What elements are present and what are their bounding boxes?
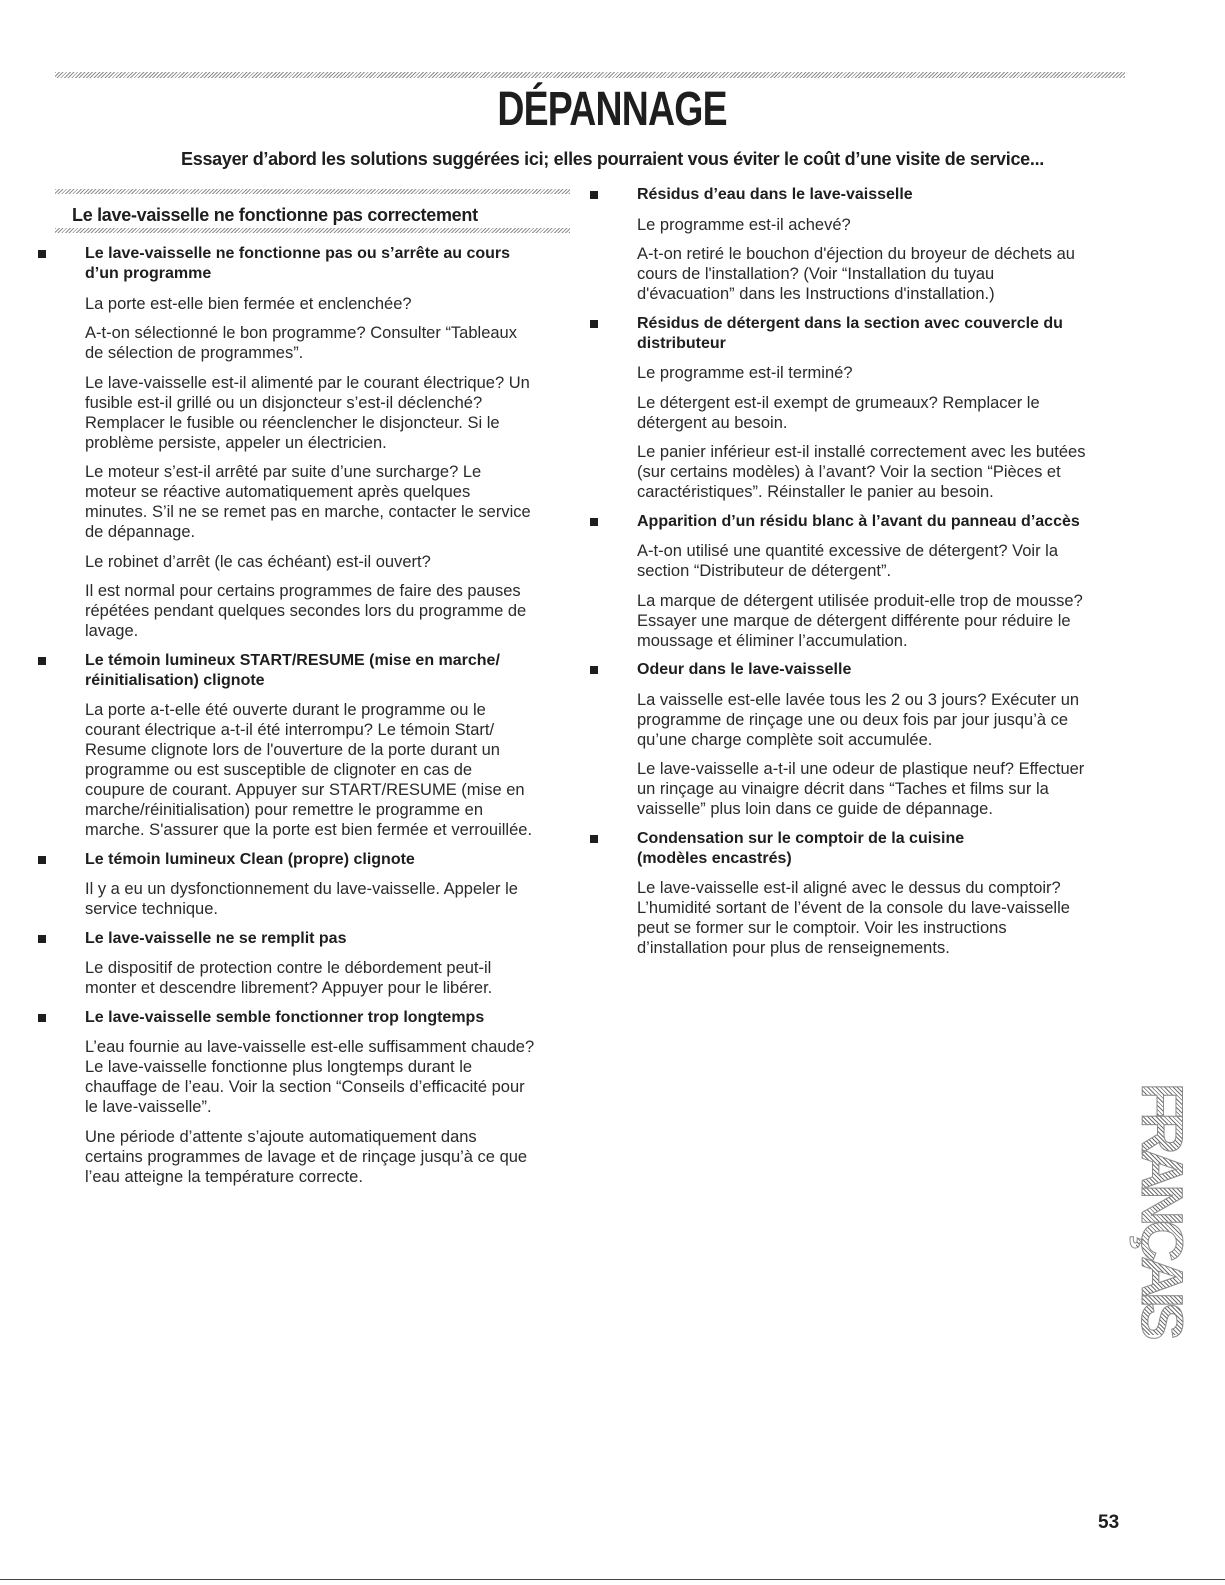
item-paragraph: Une période d’attente s’ajoute automatiquement dans certains programmes de lavage et de rinçage jusqu’à ce que l’eau atteigne la température correcte. [85,1127,528,1186]
item-paragraph: Il est normal pour certains programmes de faire des pauses répétées pendant quelques secondes lors du programme de lavage. [85,582,527,640]
left-column [38,244,578,1187]
item-paragraph: A-t-on retiré le bouchon d'éjection du broyeur de déchets au cours de l'installation? (Voir “Installation du tuyau d'évacuation” dans les Instructions d'installation.) [637,245,1075,303]
trouble-item [38,651,578,841]
item-heading: Résidus d’eau dans le lave-vaisselle [637,186,913,203]
trouble-item [590,185,1130,304]
trouble-item [590,829,1130,959]
item-heading: Apparition d’un résidu blanc à l’avant du panneau d’accès [637,512,1080,530]
section-rule-bottom [55,228,570,233]
item-heading: Le témoin lumineux START/RESUME (mise en marche/ réinitialisation) clignote [85,651,500,689]
trouble-item [590,314,1130,503]
bullet-icon [590,835,598,843]
section-title: Le lave-vaisselle ne fonctionne pas correctement [72,205,478,225]
top-hatched-rule [55,72,1125,78]
item-paragraph: A-t-on utilisé une quantité excessive de détergent? Voir la section “Distributeur de détergent”. [637,542,1059,580]
bullet-icon [38,856,46,864]
page-title-text: DÉPANNAGE [497,83,728,136]
item-paragraph: Le robinet d’arrêt (le cas échéant) est-il ouvert? [85,552,431,571]
bullet-icon [590,320,598,328]
item-paragraph: La porte est-elle bien fermée et enclenchée? [85,294,412,313]
item-heading: Le lave-vaisselle ne fonctionne pas ou s’arrête au cours d’un programme [85,245,511,282]
item-paragraph: Le moteur s’est-il arrêté par suite d’une surcharge? Le moteur se réactive automatiquement après quelques minutes. S’il ne se remet pas en marche, contacter le service de dépannage. [85,463,531,541]
item-heading: Résidus de détergent dans la section avec couvercle du distributeur [637,314,1063,352]
section-rule-top [55,189,570,194]
bottom-rule [0,1579,1225,1580]
bullet-icon [38,250,46,258]
trouble-item [38,850,578,920]
item-paragraph: Le lave-vaisselle est-il alimenté par le courant électrique? Un fusible est-il grillé ou un disjoncteur s’est-il déclenché? Remplacer le fusible ou réenclencher le disjoncteur. Si le problème persiste, appeler un électricien. [85,373,530,452]
item-paragraph: La vaisselle est-elle lavée tous les 2 ou 3 jours? Exécuter un programme de rinçage une ou deux fois par jour jusqu’à ce qu’une charge complète soit accumulée. [637,690,1080,749]
page-number: 53 [1098,1512,1120,1533]
item-paragraph: La porte a-t-elle été ouverte durant le programme ou le courant électrique a-t-il été interrompu? Le témoin Start/ Resume clignote lors de l'ouverture de la porte durant un programme ou est susceptible de clignoter en cas de coupure de courant. Appuyer sur START/RESUME (mise en marche/réinitialisation) pour remettre le programme en marche. S'assurer que la porte est bien fermée et verrouillée. [85,701,533,839]
trouble-item [38,1008,578,1187]
bullet-icon [590,191,598,199]
item-paragraph: Le lave-vaisselle est-il aligné avec le dessus du comptoir? L’humidité sortant de l’évent de la console du lave-vaisselle peut se former sur le comptoir. Voir les instructions d’installation pour plus de renseignements. [637,879,1070,957]
item-heading: Le lave-vaisselle ne se remplit pas [85,929,347,947]
item-paragraph: Le détergent est-il exempt de grumeaux? Remplacer le détergent au besoin. [637,393,1040,432]
item-paragraph: A-t-on sélectionné le bon programme? Consulter “Tableaux de sélection de programmes”. [85,324,517,362]
item-paragraph: Le programme est-il terminé? [637,364,853,382]
item-paragraph: Le dispositif de protection contre le débordement peut-il monter et descendre librement? Appuyer pour le libérer. [85,959,493,997]
item-paragraph: Le programme est-il achevé? [637,215,851,234]
page-title [0,85,1225,135]
bullet-icon [590,518,598,526]
item-paragraph: L’eau fournie au lave-vaisselle est-elle suffisamment chaude? Le lave-vaisselle fonctionne plus longtemps durant le chauffage de l’eau. Voir la section “Conseils d’efficacité pour le lave-vaisselle”. [85,1038,535,1116]
item-paragraph: Le panier inférieur est-il installé correctement avec les butées (sur certains modèles) à l’avant? Voir la section “Pièces et caractéristiques”. Réinstaller le panier au besoin. [637,443,1086,501]
right-column [590,185,1130,958]
item-paragraph: Le lave-vaisselle a-t-il une odeur de plastique neuf? Effectuer un rinçage au vinaigre décrit dans “Taches et films sur la vaisselle” plus loin dans ce guide de dépannage. [637,760,1085,818]
bullet-icon [38,935,46,943]
trouble-item [590,660,1130,819]
page-subtitle: Essayer d’abord les solutions suggérées ici; elles pourraient vous éviter le coût d’une visite de service... [181,149,1044,169]
trouble-item [38,244,578,641]
bullet-icon [38,657,46,665]
bullet-icon [590,666,598,674]
item-heading: Le lave-vaisselle semble fonctionner trop longtemps [85,1008,485,1026]
item-paragraph: La marque de détergent utilisée produit-elle trop de mousse? Essayer une marque de détergent différente pour réduire le moussage et éliminer l’accumulation. [637,591,1083,650]
language-tab: FRANÇAIS [1129,1083,1194,1335]
trouble-item [590,512,1130,651]
item-paragraph: Il y a eu un dysfonctionnement du lave-vaisselle. Appeler le service technique. [85,880,518,918]
trouble-item [38,929,578,999]
item-heading: Odeur dans le lave-vaisselle [637,661,852,678]
item-heading: Le témoin lumineux Clean (propre) clignote [85,850,415,868]
bullet-icon [38,1014,46,1022]
item-heading: Condensation sur le comptoir de la cuisine (modèles encastrés) [637,829,965,867]
